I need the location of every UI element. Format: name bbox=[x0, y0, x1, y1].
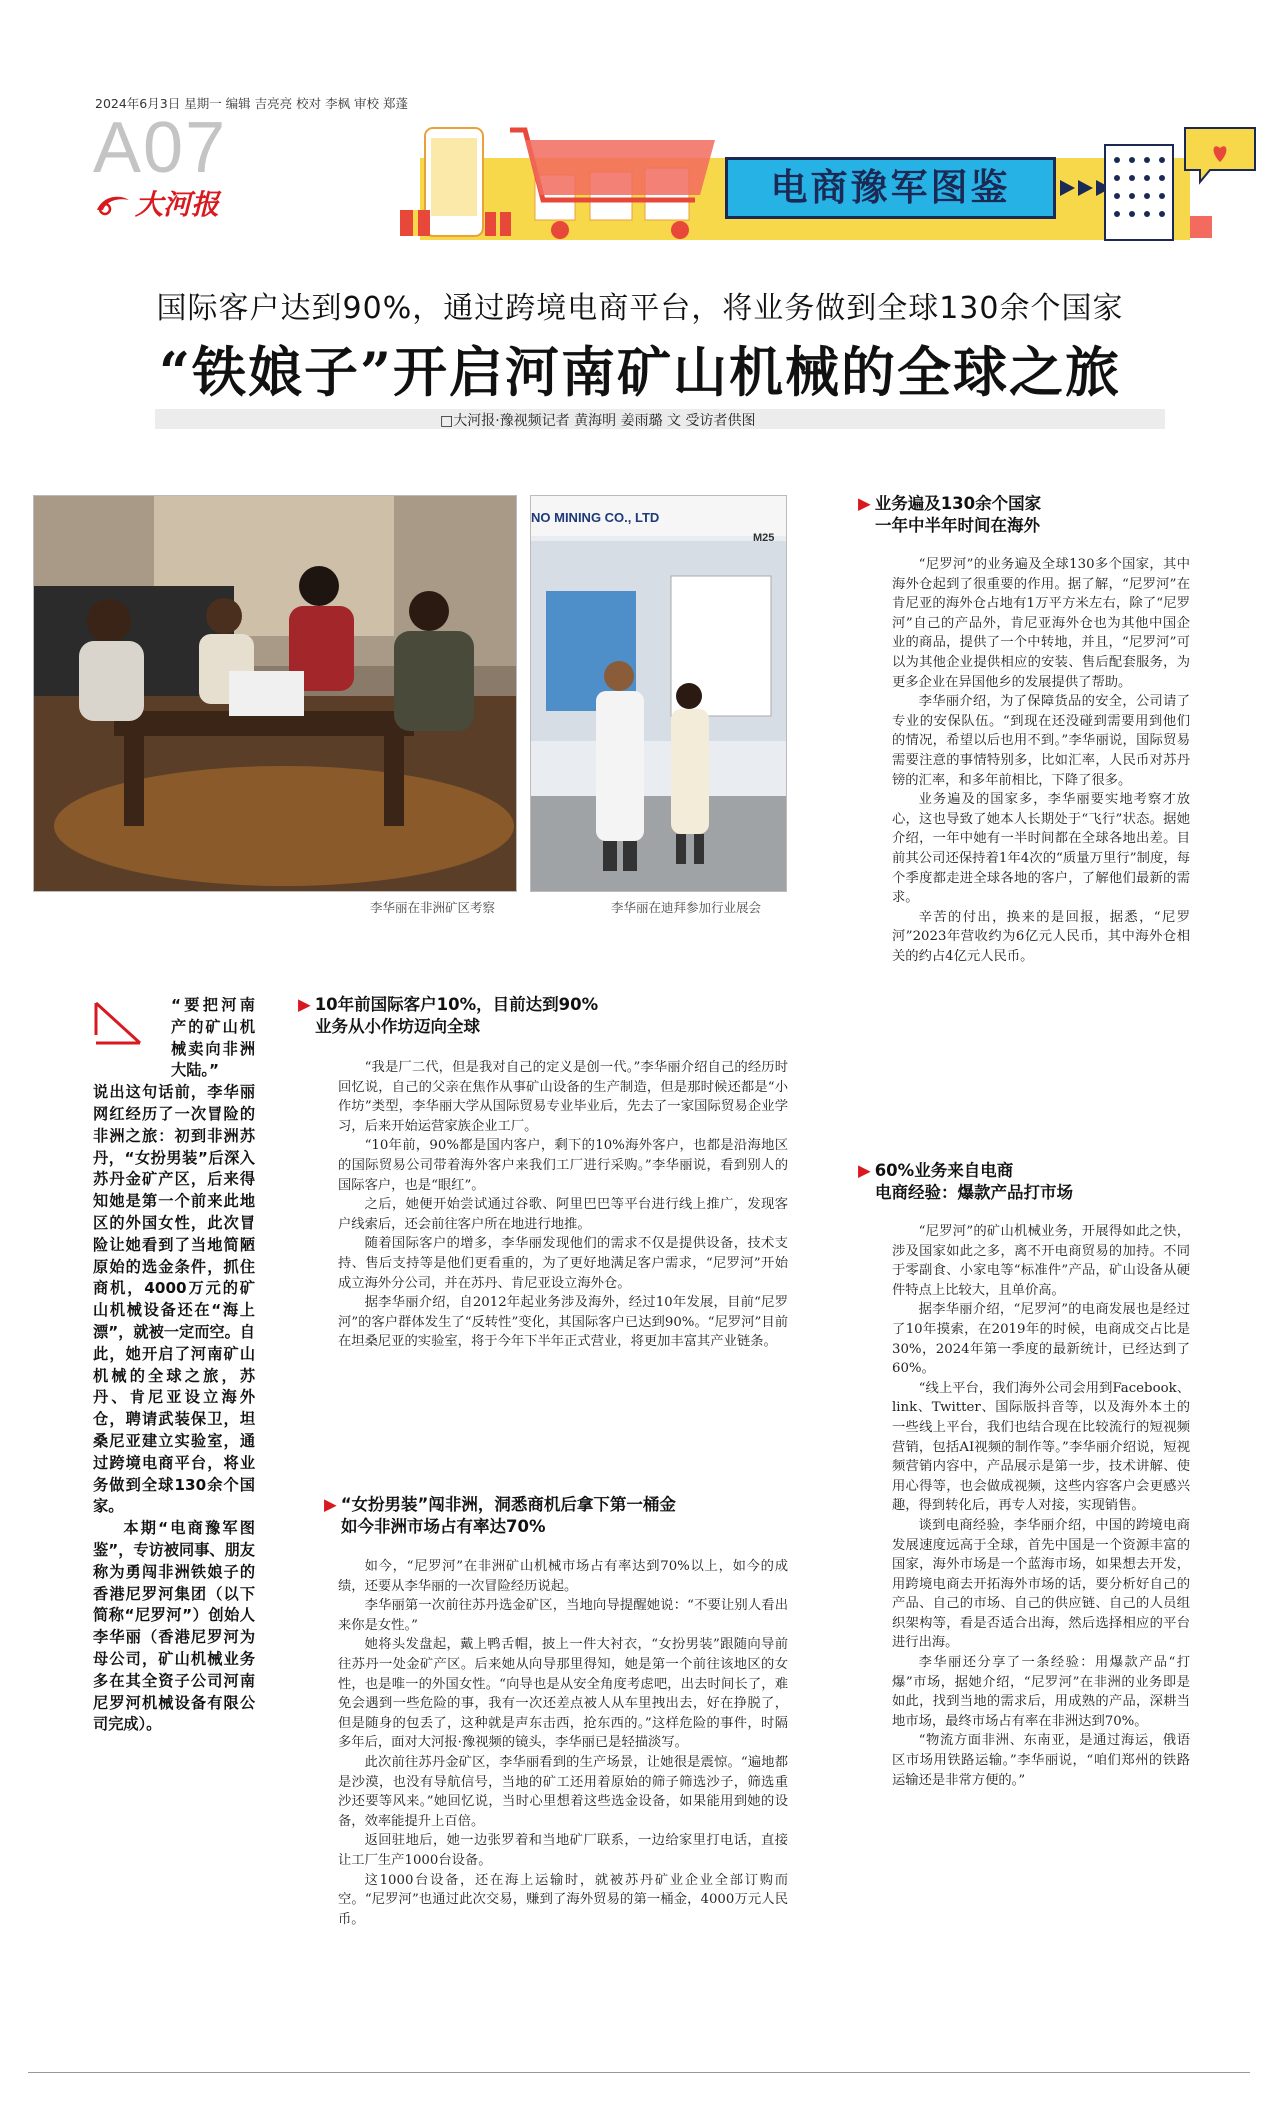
section-1-heading-line-2: 业务从小作坊迈向全球 bbox=[315, 1017, 480, 1036]
section-4-body bbox=[892, 1222, 1190, 1790]
column-banner bbox=[395, 120, 1265, 260]
lead-column bbox=[93, 995, 255, 1736]
paragraph: “尼罗河”的矿山机械业务，开展得如此之快，涉及国家如此之多，离不开电商贸易的加持。不同于零副食、小家电等“标准件”产品，矿山设备从硬件特点上比较大，且单价高。 bbox=[892, 1224, 1190, 1298]
section-4-heading-line-2: 电商经验：爆款产品打市场 bbox=[875, 1183, 1073, 1202]
paragraph: “尼罗河”的业务遍及全球130多个国家，其中海外仓起到了很重要的作用。据了解，“尼罗河”在肯尼亚的海外仓占地有1万平方米左右，除了“尼罗河”自己的产品外，肯尼亚海外仓也为其他中国企业的商品，提供了一个中转地，并且，“尼罗河”可以为其他企业提供相应的安装、售后配套服务，为更多企业在异国他乡的发展提供了帮助。 bbox=[892, 557, 1190, 690]
section-3-heading-line-1: 业务遍及130余个国家 bbox=[874, 494, 1042, 513]
paragraph: “我是厂二代，但是我对自己的定义是创一代。”李华丽介绍自己的经历时回忆说，自己的父亲在焦作从事矿山设备的生产制造，但是那时候还都是“小作坊”类型，李华丽大学从国际贸易专业毕业后，先去了一家国际贸易企业学习，后来开始运营家族企业工厂。 bbox=[338, 1060, 788, 1134]
section-marker-icon: ▶ bbox=[298, 995, 311, 1014]
section-4-heading bbox=[858, 1160, 1238, 1204]
photo-caption-1: 李华丽在非洲矿区考察 bbox=[370, 900, 496, 915]
paragraph: 李华丽介绍，为了保障货品的安全，公司请了专业的安保队伍。“到现在还没碰到需要用到他们的情况，希望以后也用不到。”李华丽说，国际贸易需要注意的事情特别多，比如汇率，人民币对苏丹镑的汇率，和多年前相比，下降了很多。 bbox=[892, 694, 1190, 788]
page-bottom-rule bbox=[28, 2072, 1250, 2073]
paragraph: 返回驻地后，她一边张罗着和当地矿厂联系，一边给家里打电话，直接让工厂生产1000台设备。 bbox=[338, 1833, 788, 1868]
section-1-body bbox=[338, 1058, 788, 1352]
paragraph: 辛苦的付出，换来的是回报，据悉，“尼罗河”2023年营收约为6亿元人民币，其中海外仓相关的约占4亿元人民币。 bbox=[892, 909, 1190, 964]
logo-swirl-icon bbox=[93, 192, 133, 218]
paragraph: 之后，她便开始尝试通过谷歌、阿里巴巴等平台进行线上推广，发现客户线索后，还会前往客户所在地进行地推。 bbox=[338, 1197, 788, 1232]
paragraph: “线上平台，我们海外公司会用到Facebook、link、Twitter、国际版抖音等，以及海外本土的一些线上平台，我们也结合现在比较流行的短视频营销，包括AI视频的制作等。”李华丽介绍说，短视频营销内容中，产品展示是第一步，技术讲解、使用心得等，也会做成视频，这些内容客户会更感兴趣，得到转化后，再专人对接，实现销售。 bbox=[892, 1380, 1190, 1514]
paragraph: 如今，“尼罗河”在非洲矿山机械市场占有率达到70%以上，如今的成绩，还要从李华丽的一次冒险经历说起。 bbox=[338, 1559, 788, 1594]
meeting-photo-illustration bbox=[34, 496, 516, 891]
section-1-heading bbox=[298, 994, 798, 1038]
photo-caption-2: 李华丽在迪拜参加行业展会 bbox=[611, 900, 762, 915]
section-3-heading bbox=[858, 493, 1238, 537]
section-marker-icon: ▶ bbox=[858, 1161, 871, 1180]
section-marker-icon: ▶ bbox=[324, 1495, 337, 1514]
paragraph: 李华丽还分享了一条经验：用爆款产品“打爆”市场，据她介绍，“尼罗河”在非洲的业务即是如此，找到当地的需求后，用成熟的产品，深耕当地市场，最终市场占有率在非洲达到70%。 bbox=[892, 1655, 1190, 1729]
lead-paragraph-2: 本期“电商豫军图鉴”，专访被同事、朋友称为勇闯非洲铁娘子的香港尼罗河集团（以下简称“尼罗河”）创始人李华丽（香港尼罗河为母公司，矿山机械业务多在其全资子公司河南尼罗河机械设备有限公司完成）。 bbox=[93, 1519, 255, 1734]
expo-sign-text: NO MINING CO., LTD bbox=[531, 510, 660, 525]
paragraph: 据李华丽介绍，自2012年起业务涉及海外，经过10年发展，目前“尼罗河”的客户群体发生了“反转性”变化，其国际客户已达到90%。“尼罗河”目前在坦桑尼亚的实验室，将于今年下半年正式营业，将更加丰富其产业链条。 bbox=[338, 1295, 788, 1350]
section-2-heading bbox=[324, 1494, 804, 1538]
section-2-heading-line-1: “女扮男装”闯非洲，洞悉商机后拿下第一桶金 bbox=[340, 1495, 676, 1514]
byline: □大河报·豫视频记者 黄海明 姜雨璐 文 受访者供图 bbox=[440, 413, 756, 429]
paragraph: “物流方面非洲、东南亚，是通过海运，俄语区市场用铁路运输。”李华丽说，“咱们郑州的铁路运输还是非常方便的。” bbox=[892, 1733, 1190, 1788]
column-title: 电商豫军图鉴 bbox=[725, 157, 1056, 219]
lead-opening-quote: “要把河南产的矿山机械卖向非洲大陆。” bbox=[171, 996, 255, 1080]
section-3-heading-line-2: 一年中半年时间在海外 bbox=[875, 516, 1040, 535]
paragraph: 此次前往苏丹金矿区，李华丽看到的生产场景，让她很是震惊。“遍地都是沙漠，也没有导航信号，当地的矿工还用着原始的筛子筛选沙子，筛选重沙还要等风来。”她回忆说，当时心里想着这些选金设备，如果能用到她的设备，效率能提升上百倍。 bbox=[338, 1754, 788, 1829]
section-marker-icon: ▶ bbox=[858, 494, 871, 513]
expo-photo-illustration bbox=[531, 496, 786, 891]
issue-meta: 2024年6月3日 星期一 编辑 吉亮亮 校对 李枫 审校 郑蓬 bbox=[95, 96, 409, 111]
paragraph: 李华丽第一次前往苏丹选金矿区，当地向导提醒她说：“不要让别人看出来你是女性。” bbox=[338, 1598, 788, 1633]
paragraph: 她将头发盘起，戴上鸭舌帽，披上一件大衬衣，“女扮男装”跟随向导前往苏丹一处金矿产区。后来她从向导那里得知，她是第一个前往该地区的女性，也是唯一的外国女性。“向导也是从安全角度考虑吧，出去时间长了，难免会遇到一些危险的事，我有一次还差点被人从车里拽出去，好在挣脱了，但是随身的包丢了，这种就是声东击西，抢东西的。”这样危险的事件，时隔多年后，面对大河报·豫视频的镜头，李华丽已是轻描淡写。 bbox=[338, 1637, 788, 1751]
section-2-body bbox=[338, 1557, 788, 1929]
logo-text: 大河报 bbox=[135, 188, 220, 221]
section-1-heading-line-1: 10年前国际客户10%，目前达到90% bbox=[314, 995, 599, 1014]
subheadline: 国际客户达到90%，通过跨境电商平台，将业务做到全球130余个国家 bbox=[156, 291, 1124, 326]
paragraph: 谈到电商经验，李华丽介绍，中国的跨境电商发展速度远高于全球，首先中国是一个资源丰富的国家，海外市场是一个蓝海市场，如果想去开发，用跨境电商去开拓海外市场的话，要分析好自己的产品、自己的市场、自己的供应链、自己的人员组织架构等，看是否适合出海，然后选择相应的平台进行出海。 bbox=[892, 1517, 1190, 1651]
section-3-body bbox=[892, 555, 1190, 966]
newspaper-logo bbox=[93, 188, 243, 222]
section-2-heading-line-2: 如今非洲市场占有率达70% bbox=[341, 1517, 546, 1536]
headline: “铁娘子”开启河南矿山机械的全球之旅 bbox=[158, 340, 1122, 404]
lead-paragraph-1: 说出这句话前，李华丽网红经历了一次冒险的非洲之旅：初到非洲苏丹，“女扮男装”后深入苏丹金矿产区，后来得知她是第一个前来此地区的外国女性，此次冒险让她看到了当地简陋原始的选金条件，抓住商机，4000万元的矿山机械设备还在“海上漂”，就被一定而空。自此，她开启了河南矿山机械的全球之旅，苏丹、肯尼亚设立海外仓，聘请武装保卫，坦桑尼亚建立实验室，通过跨境电商平台，将业务做到全球130余个国家。 bbox=[93, 1083, 255, 1516]
photo-africa-meeting bbox=[33, 495, 517, 892]
paragraph: 据李华丽介绍，“尼罗河”的电商发展也是经过了10年摸索，在2019年的时候，电商成交占比是30%，2024年第一季度的最新统计，已经达到了60%。 bbox=[892, 1302, 1190, 1377]
expo-booth-number: M25 bbox=[753, 532, 775, 544]
paragraph: 业务遍及的国家多，李华丽要实地考察才放心，这也导致了她本人长期处于“飞行”状态。据她介绍，一年中她有一半时间都在全球各地出差。目前其公司还保持着1年4次的“质量万里行”制度，每个季度都走进全球各地的客户，了解他们最新的需求。 bbox=[892, 792, 1190, 906]
paragraph: “10年前，90%都是国内客户，剩下的10%海外客户，也都是沿海地区的国际贸易公司带着海外客户来我们工厂进行采购。”李华丽说，看到别人的国际客户，也是“眼红”。 bbox=[338, 1138, 788, 1193]
section-4-heading-line-1: 60%业务来自电商 bbox=[874, 1161, 1014, 1180]
page-number: A07 bbox=[93, 108, 228, 188]
paragraph: 这1000台设备，还在海上运输时，就被苏丹矿业企业全部订购而空。“尼罗河”也通过此次交易，赚到了海外贸易的第一桶金，4000万元人民币。 bbox=[338, 1872, 788, 1927]
photo-dubai-expo bbox=[530, 495, 787, 892]
paragraph: 随着国际客户的增多，李华丽发现他们的需求不仅是提供设备，技术支持、售后支持等是他们更看重的，为了更好地满足客户需求，“尼罗河”开始成立海外分公司，并在苏丹、肯尼亚设立海外仓。 bbox=[338, 1236, 788, 1291]
